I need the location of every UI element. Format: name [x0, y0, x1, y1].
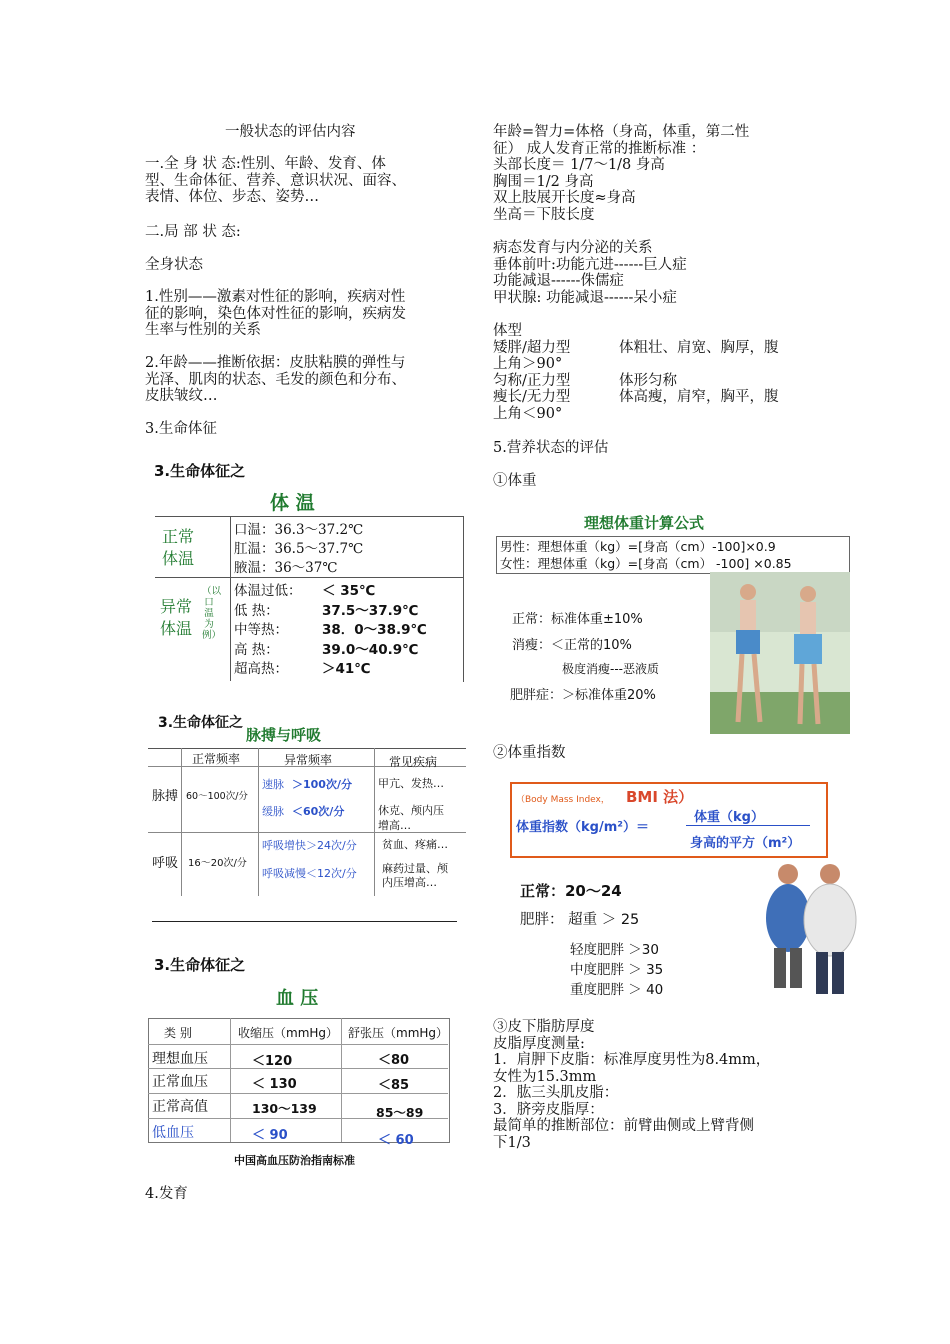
bp-diastolic: 85～89 — [376, 1105, 424, 1120]
paragraph-nutrition: 5.营养状态的评估 — [493, 440, 609, 456]
pulse-slow: 缓脉 ＜60次/分 — [262, 805, 345, 818]
bmi-mild: 轻度肥胖 ＞30 — [570, 942, 659, 958]
paragraph-body-type: 体型 矮胖/超力型 体粗壮、肩宽、胸厚，腹 上角＞90° 匀称/正力型 体形匀称 瘦长/无力型 体高瘦，肩窄，胸平，腹 上角＜90° — [493, 323, 779, 422]
figure-title: 理想体重计算公式 — [584, 514, 705, 532]
figure-heading: 3.生命体征之 — [154, 956, 246, 974]
formula-female: 女性：理想体重（kg）=[身高（cm） -100] ×0.85 — [500, 556, 792, 571]
bp-caption: 中国高血压防治指南标准 — [234, 1154, 355, 1167]
bmi-severe: 重度肥胖 ＞ 40 — [570, 982, 664, 998]
figure-title: 血 压 — [276, 988, 319, 1009]
weight-extreme: 极度消瘦---恶液质 — [562, 662, 659, 676]
bp-diastolic: ＜ 60 — [378, 1133, 414, 1148]
bp-header-category: 类 别 — [164, 1026, 192, 1040]
abnormal-temp-row: 超高热： ＞41℃ — [234, 661, 371, 677]
bmi-denominator: 身高的平方（m²） — [690, 836, 801, 851]
abnormal-temp-row: 中等热： 38．0～38.9℃ — [234, 622, 427, 638]
pulse-respiration-figure — [148, 710, 466, 898]
paragraph-general-status: 全身状态 — [145, 257, 203, 273]
bmi-obese: 肥胖： 超重 ＞ 25 — [520, 912, 640, 928]
row-name-pulse: 脉搏 — [152, 789, 179, 804]
abnormal-temp-row: 高 热： 39.0～40.9℃ — [234, 641, 419, 658]
paragraph-development-standard: 年龄=智力=体格（身高，体重，第二性 征） 成人发育正常的推断标准 ： 头部长度＝ 1/7～1/8 身高 胸围＝1/2 身高 双上肢展开长度≈身高 坐高＝下肢长度 — [493, 124, 750, 223]
thin-model-photo — [710, 572, 850, 734]
formula-lines — [500, 538, 792, 572]
bp-header-diastolic: 舒张压（mmHg） — [348, 1026, 449, 1040]
bmi-label: 体重指数（kg/m²）＝ — [516, 820, 649, 835]
bp-systolic: 130～139 — [252, 1101, 317, 1116]
page-title: 一般状态的评估内容 — [225, 124, 356, 140]
bp-systolic: ＜ 90 — [252, 1128, 288, 1143]
paragraph-development: 4.发育 — [145, 1186, 188, 1202]
abnormal-temp-row: 体温过低： ＜ 35℃ — [234, 583, 376, 599]
respiration-slow: 呼吸减慢＜12次/分 — [262, 867, 357, 880]
paragraph-endocrine: 病态发育与内分泌的关系 垂体前叶:功能亢进------巨人症 功能减退------侏儒症 甲状腺: 功能减退------呆小症 — [493, 240, 687, 306]
abnormal-temp-rows — [234, 582, 427, 680]
figure-title: 脉搏与呼吸 — [246, 726, 322, 744]
divider — [152, 921, 457, 922]
bmi-method: BMI 法） — [626, 788, 694, 806]
bmi-figure — [508, 780, 858, 1002]
ideal-weight-figure — [496, 508, 854, 734]
bp-systolic: ＜120 — [252, 1054, 293, 1069]
paragraph-age: 2.年龄——推断依据：皮肤粘膜的弹性与 光泽、肌肉的状态、毛发的颜色和分布、 皮肤皱纹… — [145, 355, 406, 404]
blood-pressure-figure — [148, 952, 452, 1172]
header-normal: 正常频率 — [192, 752, 241, 766]
normal-temp-label: 正常 体温 — [162, 527, 195, 568]
abnormal-temp-label: 异常 体温 — [160, 597, 193, 638]
pulse-fast: 速脉 ＞100次/分 — [262, 778, 352, 791]
pulse-normal: 60～100次/分 — [186, 791, 248, 802]
paragraph-gender: 1.性别——激素对性征的影响，疾病对性 征的影响，染色体对性征的影响，疾病发 生率与性别的关系 — [145, 289, 406, 338]
temperature-figure — [150, 458, 466, 682]
bp-category: 正常血压 — [152, 1074, 208, 1090]
pulse-diseases: 甲亢、发热… 休克、颅内压 增高… — [378, 777, 444, 832]
formula-male: 男性：理想体重（kg）=[身高（cm）-100]×0.9 — [500, 539, 776, 554]
bmi-normal: 正常：20～24 — [520, 882, 622, 900]
normal-temp-values: 口温：36.3～37.2℃ 肛温：36.5～37.7℃ 腋温：36～37℃ — [234, 522, 364, 576]
obese-people-photo — [762, 858, 858, 1002]
header-abnormal: 异常频率 — [284, 753, 333, 767]
weight-obese: 肥胖症：＞标准体重20% — [510, 688, 656, 703]
bmi-moderate: 中度肥胖 ＞ 35 — [570, 962, 664, 978]
paragraph-overall-status: 一.全 身 状 态:性别、年龄、发育、体 型、生命体征、营养、意识状况、面容、 表情、体位、步态、姿势… — [145, 156, 406, 205]
bp-systolic: ＜ 130 — [252, 1077, 297, 1092]
paragraph-local-status: 二.局 部 状 态: — [145, 224, 241, 240]
bmi-en-label: （Body Mass Index， — [516, 795, 610, 805]
weight-thin: 消瘦：＜正常的10% — [512, 638, 632, 653]
bp-diastolic: ＜80 — [378, 1053, 410, 1068]
respiration-normal: 16～20次/分 — [188, 858, 247, 869]
abnormal-temp-note: （以 口 温 为 例） — [202, 586, 222, 641]
bmi-numerator: 体重（kg） — [694, 810, 764, 825]
paragraph-vital-signs: 3.生命体征 — [145, 421, 217, 437]
abnormal-temp-row: 低 热： 37.5～37.9℃ — [234, 602, 419, 619]
row-name-respiration: 呼吸 — [152, 856, 179, 871]
respiration-fast: 呼吸增快＞24次/分 — [262, 839, 357, 852]
paragraph-weight: ①体重 — [493, 473, 537, 489]
bp-diastolic: ＜85 — [378, 1078, 410, 1093]
figure-title: 体 温 — [270, 492, 315, 514]
paragraph-skinfold: ③皮下脂肪厚度 皮脂厚度测量: 1．肩胛下皮脂：标准厚度男性为8.4mm， 女性为15.3mm 2．肱三头肌皮脂： 3．脐旁皮脂厚： 最简单的推断部位：前臂曲侧或上臂背侧 下1/3 — [493, 1019, 771, 1151]
paragraph-bmi: ②体重指数 — [493, 745, 566, 761]
bp-category: 理想血压 — [152, 1051, 208, 1067]
bp-category: 正常高值 — [152, 1099, 208, 1115]
weight-normal: 正常：标准体重±10% — [512, 612, 643, 627]
respiration-diseases: 贫血、疼痛… 麻药过量、颅 内压增高… — [382, 838, 448, 889]
header-disease: 常见疾病 — [389, 755, 438, 769]
bp-category: 低血压 — [152, 1125, 194, 1141]
bp-header-systolic: 收缩压（mmHg） — [238, 1026, 339, 1040]
figure-heading: 3.生命体征之 — [158, 715, 244, 731]
figure-heading: 3.生命体征之 — [154, 462, 246, 480]
